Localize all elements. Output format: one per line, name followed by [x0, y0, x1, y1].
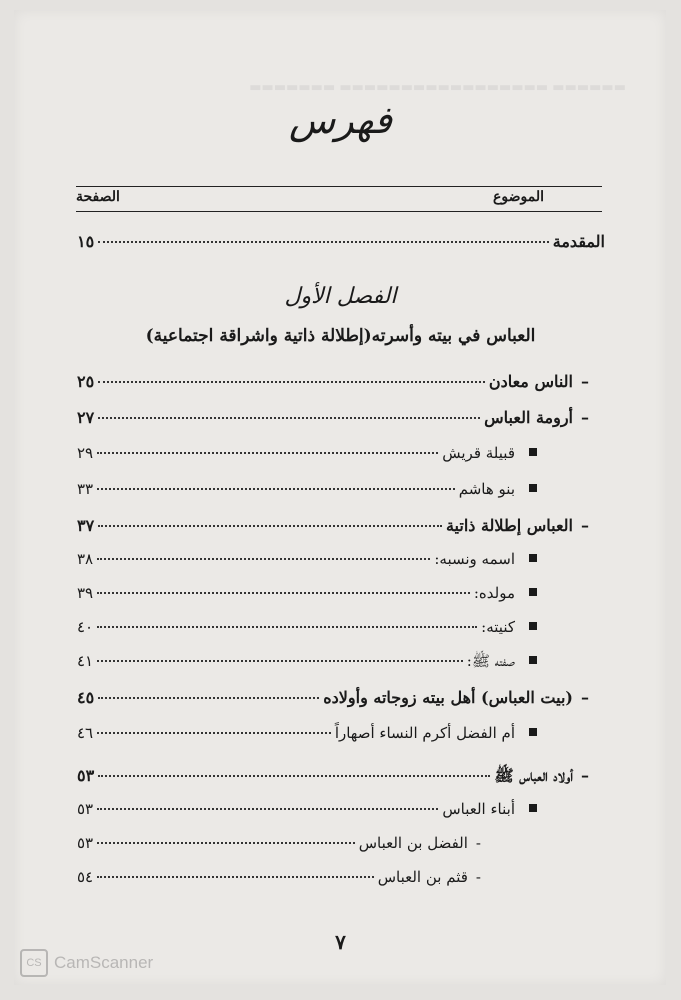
toc-page: ٢٧	[77, 408, 95, 427]
bullet-square	[529, 588, 537, 596]
bullet-square	[529, 728, 537, 736]
toc-label: الناس معادن	[488, 372, 573, 391]
leader-dots	[98, 417, 480, 419]
toc-page: ٣٧	[77, 516, 95, 535]
bullet-square	[529, 804, 537, 812]
dash-marker: –	[581, 766, 589, 785]
camscanner-logo-icon: CS	[20, 949, 48, 977]
toc-row[interactable]	[77, 444, 537, 462]
leader-dots	[97, 808, 438, 810]
toc-row[interactable]	[77, 800, 537, 818]
leader-dots	[97, 488, 455, 490]
leader-dots	[98, 775, 490, 777]
toc-row[interactable]	[77, 688, 589, 707]
bullet-square	[529, 622, 537, 630]
toc-page: ٢٩	[77, 444, 94, 462]
table-header	[76, 186, 602, 212]
toc-label: قبيلة قريش	[442, 444, 515, 462]
leader-dots	[98, 697, 319, 699]
toc-label: أبناء العباس	[442, 800, 515, 818]
toc-row[interactable]	[77, 550, 537, 568]
toc-row[interactable]	[77, 618, 537, 636]
toc-row[interactable]	[77, 834, 481, 852]
toc-label: قثم بن العباس	[377, 868, 468, 886]
dash-marker: –	[581, 688, 589, 707]
toc-page: ١٥	[77, 232, 95, 251]
leader-dots	[97, 732, 331, 734]
leader-dots	[97, 842, 355, 844]
toc-row[interactable]	[77, 480, 537, 498]
topic-column-label: الموضوع	[493, 189, 544, 205]
bullet-square	[529, 656, 537, 664]
toc-page: ٥٤	[77, 868, 94, 886]
toc-label: أولاد العباس ﷺ	[494, 766, 573, 785]
toc-label: العباس إطلالة ذاتية	[445, 516, 573, 535]
leader-dots	[98, 525, 442, 527]
toc-page: ٤٠	[77, 618, 94, 636]
bullet-square	[529, 484, 537, 492]
page-number: ٧	[335, 930, 346, 954]
leader-dots	[97, 452, 438, 454]
toc-row[interactable]	[77, 408, 589, 427]
leader-dots	[98, 381, 485, 383]
dash-marker: -	[475, 834, 481, 852]
page-column-label: الصفحة	[76, 189, 120, 205]
dash-marker: -	[475, 868, 481, 886]
leader-dots	[97, 660, 463, 662]
bullet-square	[529, 554, 537, 562]
toc-page: ٥٣	[77, 800, 94, 818]
toc-row[interactable]	[77, 868, 481, 886]
bleed-through: ▬▬▬▬▬▬ ▬▬▬▬▬▬▬▬▬▬▬▬▬▬▬▬▬ ▬▬▬▬▬▬▬	[249, 80, 626, 95]
toc-label: المقدمة	[552, 232, 605, 251]
toc-page: ٢٥	[77, 372, 95, 391]
scanner-watermark	[20, 949, 153, 977]
dash-marker: –	[581, 372, 589, 391]
toc-label: صفته ﷺ:	[466, 652, 515, 670]
toc-row-intro[interactable]	[77, 232, 605, 251]
bullet-square	[529, 448, 537, 456]
toc-label: بنو هاشم	[458, 480, 515, 498]
toc-row[interactable]	[77, 724, 537, 742]
leader-dots	[98, 241, 549, 243]
toc-label: أرومة العباس	[484, 408, 573, 427]
toc-row[interactable]	[77, 516, 589, 535]
chapter-subtitle: العباس في بيته وأسرته(إطلالة ذاتية واشراقة اجتماعية)	[145, 326, 536, 346]
leader-dots	[97, 876, 374, 878]
leader-dots	[97, 626, 477, 628]
toc-label: الفضل بن العباس	[358, 834, 468, 852]
toc-page: ٤٥	[77, 688, 95, 707]
toc-label: أم الفضل أكرم النساء أصهاراً	[334, 724, 515, 742]
leader-dots	[97, 592, 470, 594]
index-title: فهرس	[288, 98, 393, 142]
toc-page: ٣٨	[77, 550, 94, 568]
toc-page: ٥٣	[77, 834, 94, 852]
chapter-title: الفصل الأول	[284, 284, 397, 309]
toc-row[interactable]	[77, 652, 537, 674]
leader-dots	[97, 558, 430, 560]
toc-page: ٣٣	[77, 480, 94, 498]
toc-page: ٥٣	[77, 766, 95, 785]
toc-label: مولده:	[473, 584, 515, 602]
dash-marker: –	[581, 516, 589, 535]
toc-row[interactable]	[77, 372, 589, 391]
dash-marker: –	[581, 408, 589, 427]
toc-label: كنيته:	[481, 618, 515, 636]
toc-label: اسمه ونسبه:	[434, 550, 515, 568]
toc-page: ٤٦	[77, 724, 94, 742]
toc-row[interactable]	[77, 584, 537, 602]
watermark-text: CamScanner	[54, 953, 154, 972]
toc-row[interactable]	[77, 766, 589, 789]
toc-page: ٤١	[77, 652, 94, 670]
toc-label: (بيت العباس) أهل بيته زوجاته وأولاده	[323, 688, 573, 707]
toc-page: ٣٩	[77, 584, 94, 602]
